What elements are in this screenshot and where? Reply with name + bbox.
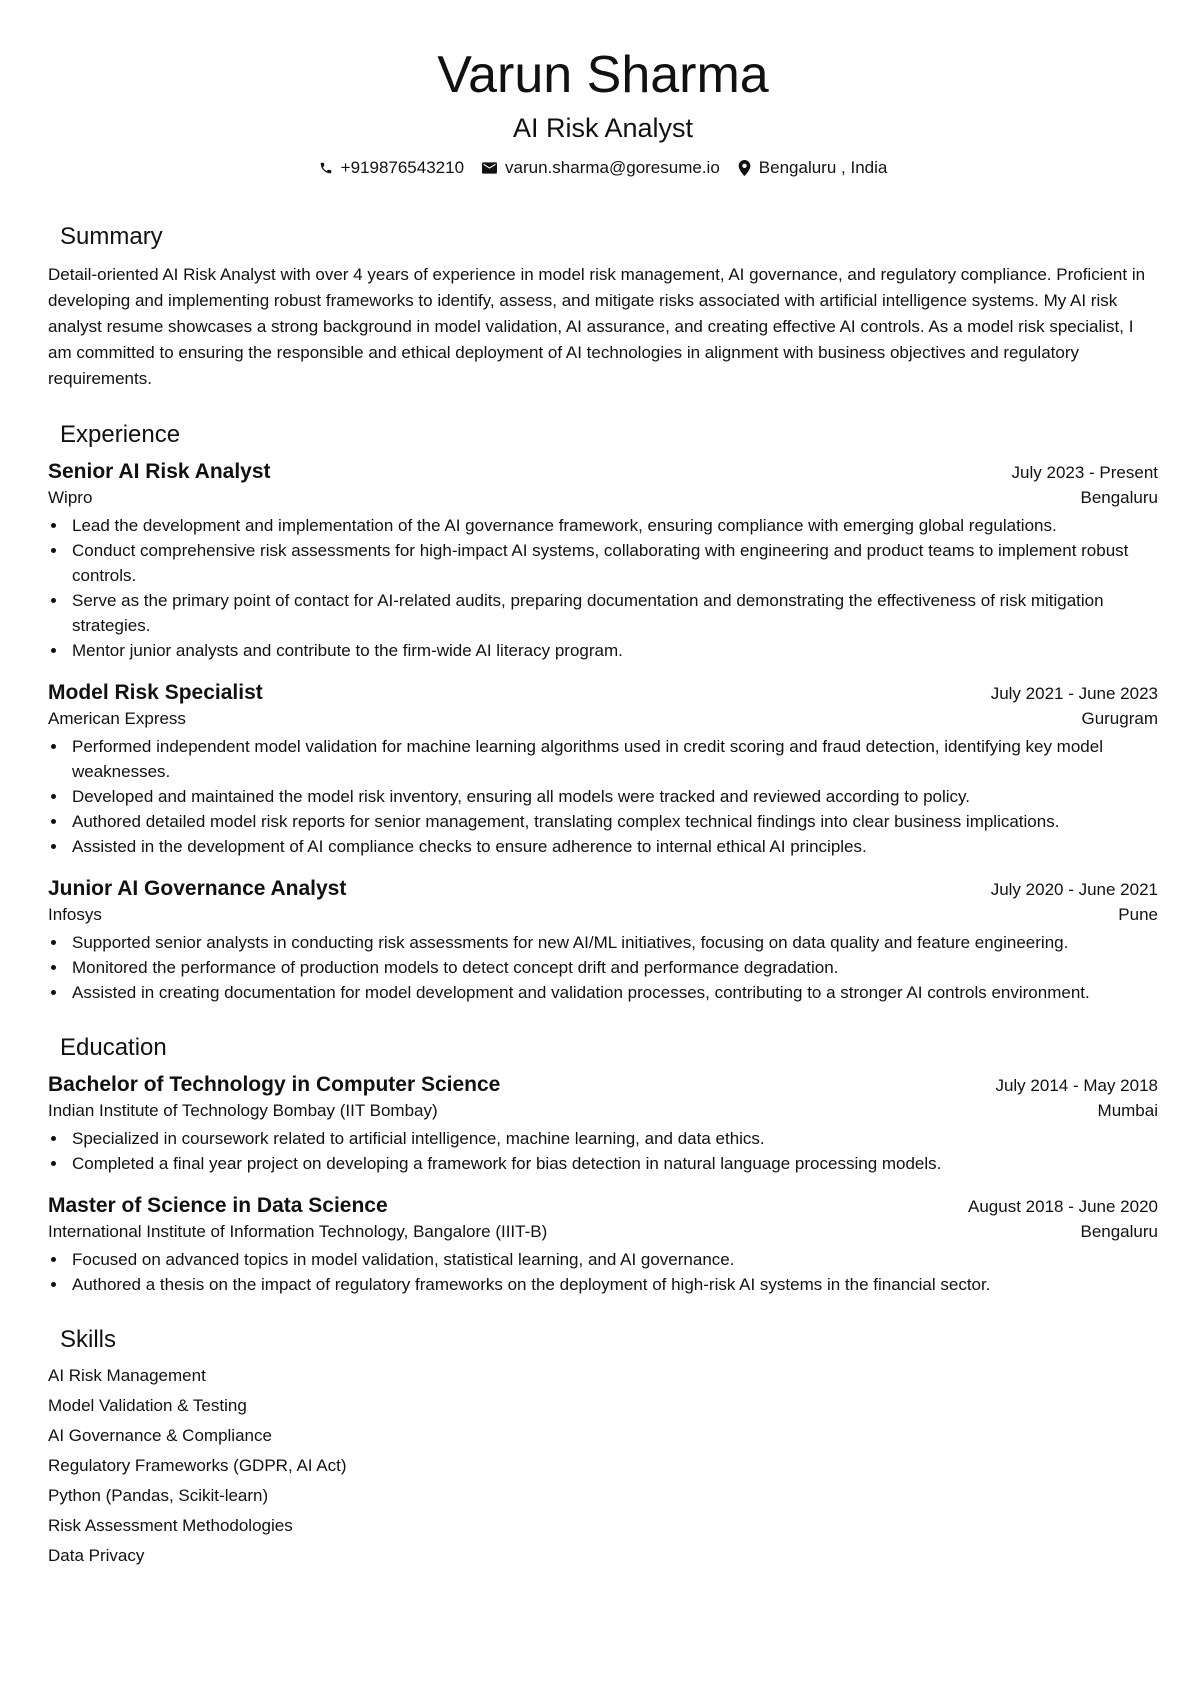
bullet-item: Completed a final year project on developing a framework for bias detection in natural language processing models. bbox=[48, 1151, 1158, 1176]
school-location: Mumbai bbox=[1097, 1101, 1158, 1120]
bullet-item: Specialized in coursework related to artificial intelligence, machine learning, and data ethics. bbox=[48, 1126, 1158, 1151]
school-location: Bengaluru bbox=[1080, 1222, 1158, 1241]
contact-phone bbox=[319, 158, 464, 178]
skill-item: AI Risk Management bbox=[48, 1366, 206, 1385]
job-location: Bengaluru bbox=[1080, 488, 1158, 507]
bullet-item: Monitored the performance of production models to detect concept drift and performance degradation. bbox=[48, 955, 1158, 980]
bullet-item: Lead the development and implementation of the AI governance framework, ensuring compliance with emerging global regulations. bbox=[48, 513, 1158, 538]
degree-title: Master of Science in Data Science bbox=[48, 1194, 388, 1217]
bullet-item: Serve as the primary point of contact for AI-related audits, preparing documentation and demonstrating the effectiveness of risk mitigation strategies. bbox=[48, 588, 1158, 638]
section-title-experience: Experience bbox=[60, 421, 181, 448]
job-title: Junior AI Governance Analyst bbox=[48, 877, 347, 900]
skill-item: Python (Pandas, Scikit-learn) bbox=[48, 1486, 269, 1505]
bullet-item: Supported senior analysts in conducting risk assessments for new AI/ML initiatives, focusing on data quality and feature engineering. bbox=[48, 930, 1158, 955]
company-name: American Express bbox=[48, 709, 186, 728]
location-pin-icon bbox=[738, 160, 751, 176]
resume-page bbox=[48, 0, 1158, 1571]
job-location: Pune bbox=[1118, 905, 1158, 924]
skill-item: Regulatory Frameworks (GDPR, AI Act) bbox=[48, 1456, 347, 1475]
education-entry bbox=[48, 1073, 1158, 1176]
skill-item: Risk Assessment Methodologies bbox=[48, 1516, 293, 1535]
job-bullets bbox=[48, 734, 1158, 859]
bullet-item: Focused on advanced topics in model validation, statistical learning, and AI governance. bbox=[48, 1247, 1158, 1272]
job-bullets bbox=[48, 930, 1158, 1005]
bullet-item: Assisted in creating documentation for model development and validation processes, contributing to a stronger AI controls environment. bbox=[48, 980, 1158, 1005]
job-bullets bbox=[48, 513, 1158, 663]
email-text[interactable]: varun.sharma@goresume.io bbox=[505, 158, 720, 177]
bullet-item: Performed independent model validation for machine learning algorithms used in credit scoring and fraud detection, identifying key model weaknesses. bbox=[48, 734, 1158, 784]
candidate-role: AI Risk Analyst bbox=[512, 113, 694, 143]
experience-entry bbox=[48, 877, 1158, 1005]
bullet-item: Developed and maintained the model risk inventory, ensuring all models were tracked and reviewed according to policy. bbox=[48, 784, 1158, 809]
contact-location bbox=[738, 158, 888, 178]
experience-entry bbox=[48, 681, 1158, 859]
location-text: Bengaluru , India bbox=[758, 158, 888, 177]
education-bullets bbox=[48, 1126, 1158, 1176]
candidate-name: Varun Sharma bbox=[437, 46, 769, 104]
job-title: Model Risk Specialist bbox=[48, 681, 263, 704]
job-dates: July 2020 - June 2021 bbox=[990, 880, 1158, 899]
bullet-item: Conduct comprehensive risk assessments for high-impact AI systems, collaborating with engineering and product teams to implement robust controls. bbox=[48, 538, 1158, 588]
education-bullets bbox=[48, 1247, 1158, 1297]
skills-list bbox=[48, 1361, 1158, 1571]
section-title-skills: Skills bbox=[60, 1326, 117, 1353]
company-name: Wipro bbox=[48, 488, 93, 507]
summary-text: Detail-oriented AI Risk Analyst with over 4 years of experience in model risk management, AI governance, and regulatory compliance. Proficient in developing and implementing robust frameworks to identify, assess, and mitigate risks associated with artificial intelligence systems. My AI risk analyst resume showcases a strong background in model validation, AI assurance, and creating effective AI controls. As a model risk specialist, I am committed to ensuring the responsible and ethical deployment of AI technologies in alignment with business objectives and regulatory requirements. bbox=[48, 265, 1146, 388]
job-dates: July 2021 - June 2023 bbox=[990, 684, 1158, 703]
school-name: Indian Institute of Technology Bombay (IIT Bombay) bbox=[48, 1101, 438, 1120]
bullet-item: Mentor junior analysts and contribute to the firm-wide AI literacy program. bbox=[48, 638, 1158, 663]
skill-item: Data Privacy bbox=[48, 1546, 145, 1565]
experience-entry bbox=[48, 460, 1158, 663]
phone-icon bbox=[319, 161, 333, 175]
section-title-education: Education bbox=[60, 1034, 167, 1061]
section-title-summary: Summary bbox=[60, 223, 163, 250]
skill-item: Model Validation & Testing bbox=[48, 1396, 247, 1415]
bullet-item: Assisted in the development of AI compliance checks to ensure adherence to internal ethical AI principles. bbox=[48, 834, 1158, 859]
education-dates: August 2018 - June 2020 bbox=[968, 1197, 1158, 1216]
degree-title: Bachelor of Technology in Computer Science bbox=[48, 1073, 501, 1096]
job-location: Gurugram bbox=[1081, 709, 1158, 728]
job-dates: July 2023 - Present bbox=[1011, 463, 1158, 482]
bullet-item: Authored a thesis on the impact of regulatory frameworks on the deployment of high-risk AI systems in the financial sector. bbox=[48, 1272, 1158, 1297]
company-name: Infosys bbox=[48, 905, 102, 924]
school-name: International Institute of Information Technology, Bangalore (IIIT-B) bbox=[48, 1222, 548, 1241]
skill-item: AI Governance & Compliance bbox=[48, 1426, 272, 1445]
bullet-item: Authored detailed model risk reports for senior management, translating complex technical findings into clear business implications. bbox=[48, 809, 1158, 834]
job-title: Senior AI Risk Analyst bbox=[48, 460, 271, 483]
contact-email bbox=[482, 158, 720, 178]
education-dates: July 2014 - May 2018 bbox=[995, 1076, 1158, 1095]
contact-bar bbox=[48, 156, 1158, 180]
email-icon bbox=[482, 162, 497, 174]
education-entry bbox=[48, 1194, 1158, 1297]
phone-text[interactable]: +919876543210 bbox=[340, 158, 465, 177]
